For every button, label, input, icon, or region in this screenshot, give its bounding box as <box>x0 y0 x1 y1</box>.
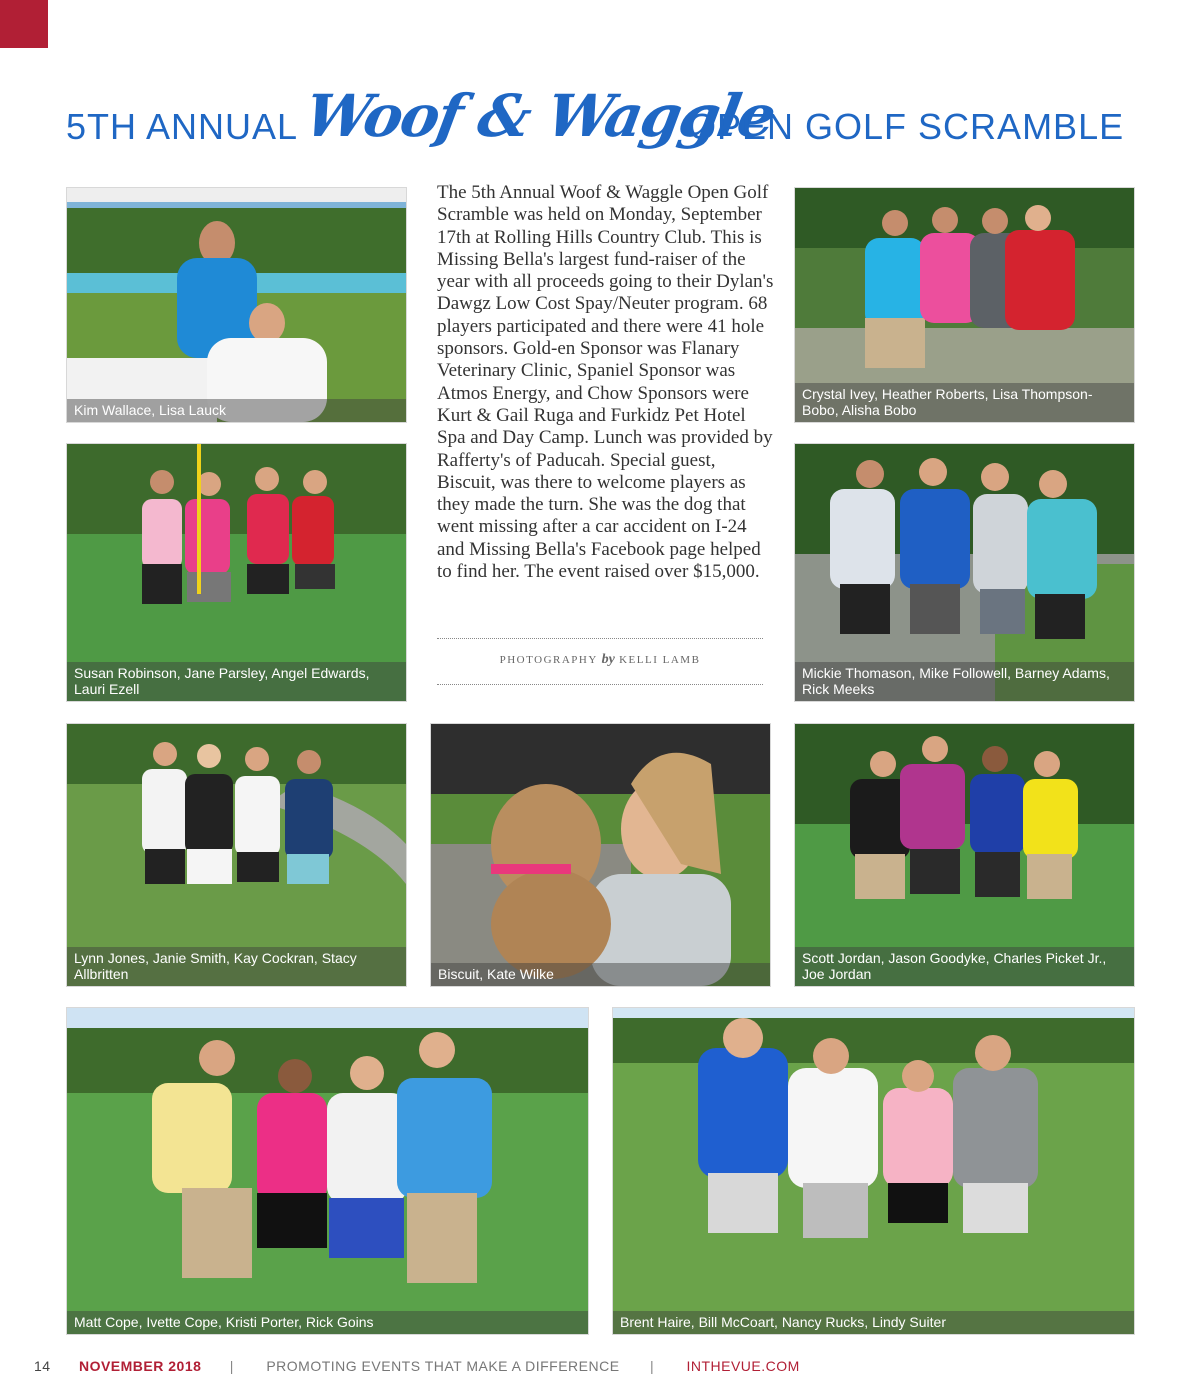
photo-1-caption: Kim Wallace, Lisa Lauck <box>67 399 406 422</box>
photo-3-caption: Susan Robinson, Jane Parsley, Angel Edwards, Lauri Ezell <box>67 662 406 701</box>
photo-9-caption: Brent Haire, Bill McCoart, Nancy Rucks, Lindy Suiter <box>613 1311 1134 1334</box>
photo-3 <box>66 443 407 702</box>
divider-top <box>437 638 763 639</box>
photo-1 <box>66 187 407 423</box>
article-body: The 5th Annual Woof & Waggle Open Golf Scramble was held on Monday, September 17th at Rolling Hills Country Club. This is Missing Bella's largest fund-raiser of the year with all proceeds going to their Dylan's Dawgz Low Cost Spay/Neuter program. 68 players participated and there were 41 hole sponsors. Gold-en Sponsor was Flanary Veterinary Clinic, Spaniel Sponsor was Atmos Energy, and Chow Sponsors were Kurt & Gail Ruga and Furkidz Pet Hotel Spa and Day Camp. Lunch was provided by Rafferty's of Paducah. Special guest, Biscuit, was there to welcome players as they made the turn. She was the dog that went missing after a car accident on I-24 and Missing Bella's Facebook page helped to find her. The event raised over $15,000. <box>437 182 774 583</box>
photo-6-caption: Biscuit, Kate Wilke <box>431 963 770 986</box>
photo-credit <box>437 652 763 668</box>
photo-2 <box>794 187 1135 423</box>
credit-prefix: PHOTOGRAPHY <box>499 654 598 666</box>
photo-7 <box>794 723 1135 987</box>
footer-url[interactable]: INTHEVUE.COM <box>686 1358 800 1374</box>
page-title <box>66 82 1136 162</box>
footer-separator: | <box>649 1358 655 1374</box>
photo-7-caption: Scott Jordan, Jason Goodyke, Charles Picket Jr., Joe Jordan <box>795 947 1134 986</box>
divider-bottom <box>437 684 763 685</box>
credit-by: by <box>601 652 615 667</box>
title-suffix: OPEN GOLF SCRAMBLE <box>688 106 1125 147</box>
page-number: 14 <box>34 1358 51 1374</box>
photo-8-image <box>67 1008 588 1334</box>
title-prefix: 5TH ANNUAL <box>66 106 299 147</box>
photo-2-caption: Crystal Ivey, Heather Roberts, Lisa Thompson-Bobo, Alisha Bobo <box>795 383 1134 422</box>
photo-5 <box>66 723 407 987</box>
photo-9 <box>612 1007 1135 1335</box>
photo-4 <box>794 443 1135 702</box>
photo-8 <box>66 1007 589 1335</box>
corner-accent <box>0 0 48 48</box>
photo-1-image <box>67 188 406 422</box>
photo-6-image <box>431 724 770 986</box>
photo-4-caption: Mickie Thomason, Mike Followell, Barney Adams, Rick Meeks <box>795 662 1134 701</box>
footer-separator: | <box>229 1358 234 1374</box>
credit-name: KELLI LAMB <box>619 654 701 666</box>
footer-tagline: PROMOTING EVENTS THAT MAKE A DIFFERENCE <box>266 1358 620 1374</box>
title-script: Woof & Waggle <box>300 82 780 150</box>
issue-date: NOVEMBER 2018 <box>78 1358 202 1374</box>
photo-8-caption: Matt Cope, Ivette Cope, Kristi Porter, Rick Goins <box>67 1311 588 1334</box>
page-footer <box>34 1358 800 1374</box>
photo-5-caption: Lynn Jones, Janie Smith, Kay Cockran, Stacy Allbritten <box>67 947 406 986</box>
photo-6 <box>430 723 771 987</box>
photo-9-image <box>613 1008 1134 1334</box>
